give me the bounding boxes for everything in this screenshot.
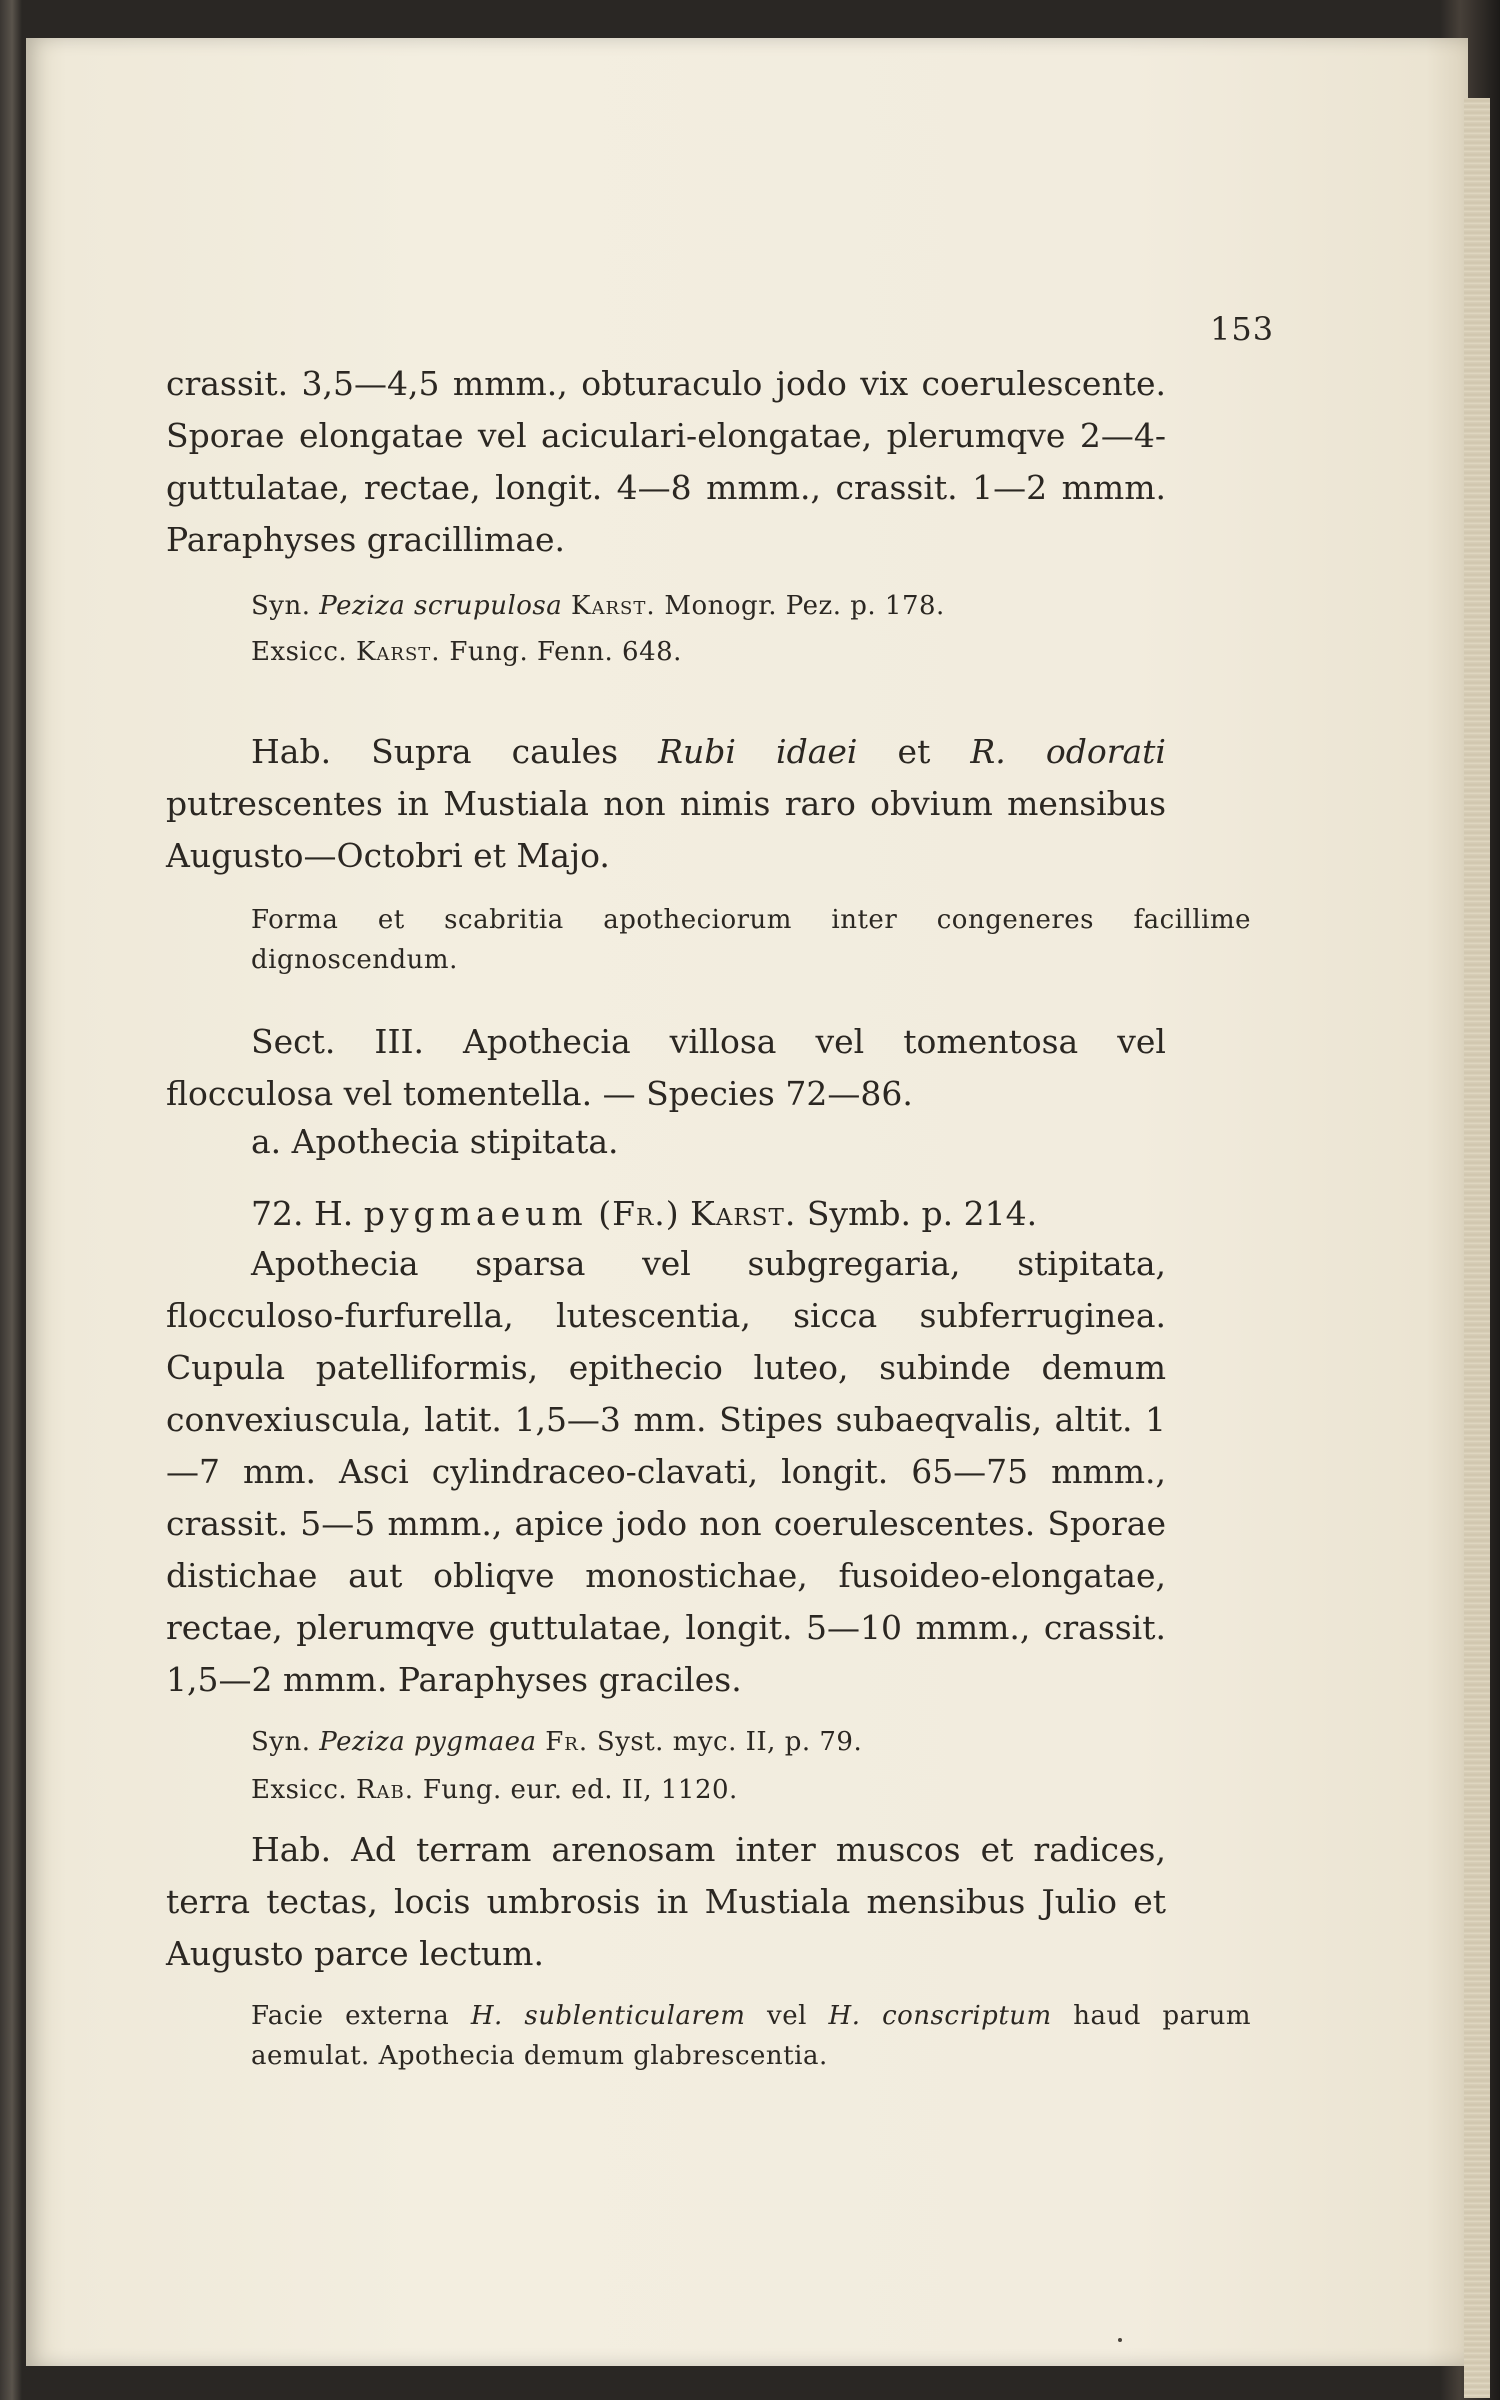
subsection-heading: a. Apothecia stipitata. [251, 1122, 619, 1161]
habitat-paragraph-1 [166, 726, 1166, 882]
hab-text: Hab. Supra caules [251, 732, 619, 771]
hab-host-1: Rubi idaei [658, 732, 858, 771]
note-text-or: vel [767, 2001, 807, 2031]
syn-author: Fr. [545, 1727, 589, 1757]
note-species-1: H. sublenticularem [470, 2001, 746, 2031]
exs-ref: Fung. eur. ed. II, 1120. [422, 1775, 738, 1805]
note-text-rest: haud parum aemulat. Apothecia demum glabrescentia. [251, 2001, 1252, 2071]
paragraph-description-end: crassit. 3,5—4,5 mmm., obturaculo jodo vix coerulescente. Sporae elongatae vel aciculari-elongatae, plerumqve 2—4-guttulatae, rectae, longit. 4—8 mmm., crassit. 1—2 mmm. Paraphyses gracillimae. [166, 364, 1166, 559]
habitat-paragraph-2: Hab. Ad terram arenosam inter muscos et radices, terra tectas, locis umbrosis in Mustiala mensibus Julio et Augusto parce lectum. [166, 1830, 1166, 1973]
syn-author: Karst. [571, 591, 656, 621]
page-edge [1464, 98, 1490, 2398]
syn-name: Peziza pygmaea [319, 1727, 537, 1757]
exs-label: Exsicc. [251, 637, 348, 667]
species-epithet: pygmaeum [363, 1194, 588, 1233]
syn-label: Syn. [251, 591, 311, 621]
species-reference: Symb. p. 214. [806, 1194, 1038, 1233]
exs-ref: Fung. Fenn. 648. [449, 637, 682, 667]
syn-ref: Monogr. Pez. p. 178. [664, 591, 945, 621]
page-number: 153 [1210, 310, 1275, 348]
note-paragraph-2 [166, 1996, 1251, 2076]
hab-text-rest: putrescentes in Mustiala non nimis raro obvium mensibus Augusto—Octobri et Majo. [166, 784, 1166, 875]
exs-label: Exsicc. [251, 1775, 348, 1805]
species-heading-72 [166, 1188, 1166, 1240]
note-paragraph-1: Forma et scabritia apotheciorum inter congeneres facillime dignoscendum. [251, 905, 1251, 975]
species-genus: H. [313, 1194, 354, 1233]
section-heading: Sect. III. Apothecia villosa vel tomentosa vel flocculosa vel tomentella. — Species 72—86. [166, 1022, 1166, 1113]
hab-host-2: R. odorati [970, 732, 1166, 771]
synonym-line-2 [166, 1722, 1251, 1762]
species-author-2: Karst. [690, 1194, 797, 1233]
exs-author: Rab. [355, 1775, 415, 1805]
exsiccata-line-1 [166, 632, 1251, 672]
syn-name: Peziza scrupulosa [319, 591, 563, 621]
note-text: Facie externa [251, 2001, 450, 2031]
note-species-2: H. conscriptum [828, 2001, 1052, 2031]
hab-text-and: et [897, 732, 931, 771]
syn-ref: Syst. myc. II, p. 79. [596, 1727, 863, 1757]
exs-author: Karst. [355, 637, 441, 667]
speck [1118, 2338, 1122, 2342]
species-author: (Fr.) [598, 1194, 680, 1233]
species-description: Apothecia sparsa vel subgregaria, stipitata, flocculoso-furfurella, lutescentia, sicca subferruginea. Cupula patelliformis, epithecio luteo, subinde demum convexiuscula, latit. 1,5—3 mm. Stipes subaeqvalis, altit. 1—7 mm. Asci cylindraceo-clavati, longit. 65—75 mmm., crassit. 5—5 mmm., apice jodo non coerulescentes. Sporae distichae aut obliqve monostichae, fusoideo-elongatae, rectae, plerumqve guttulatae, longit. 5—10 mmm., crassit. 1,5—2 mmm. Paraphyses graciles. [166, 1244, 1166, 1699]
syn-label: Syn. [251, 1727, 311, 1757]
species-number: 72. [251, 1194, 304, 1233]
exsiccata-line-2 [166, 1770, 1251, 1810]
synonym-line-1 [166, 586, 1251, 626]
book-page [26, 38, 1468, 2366]
